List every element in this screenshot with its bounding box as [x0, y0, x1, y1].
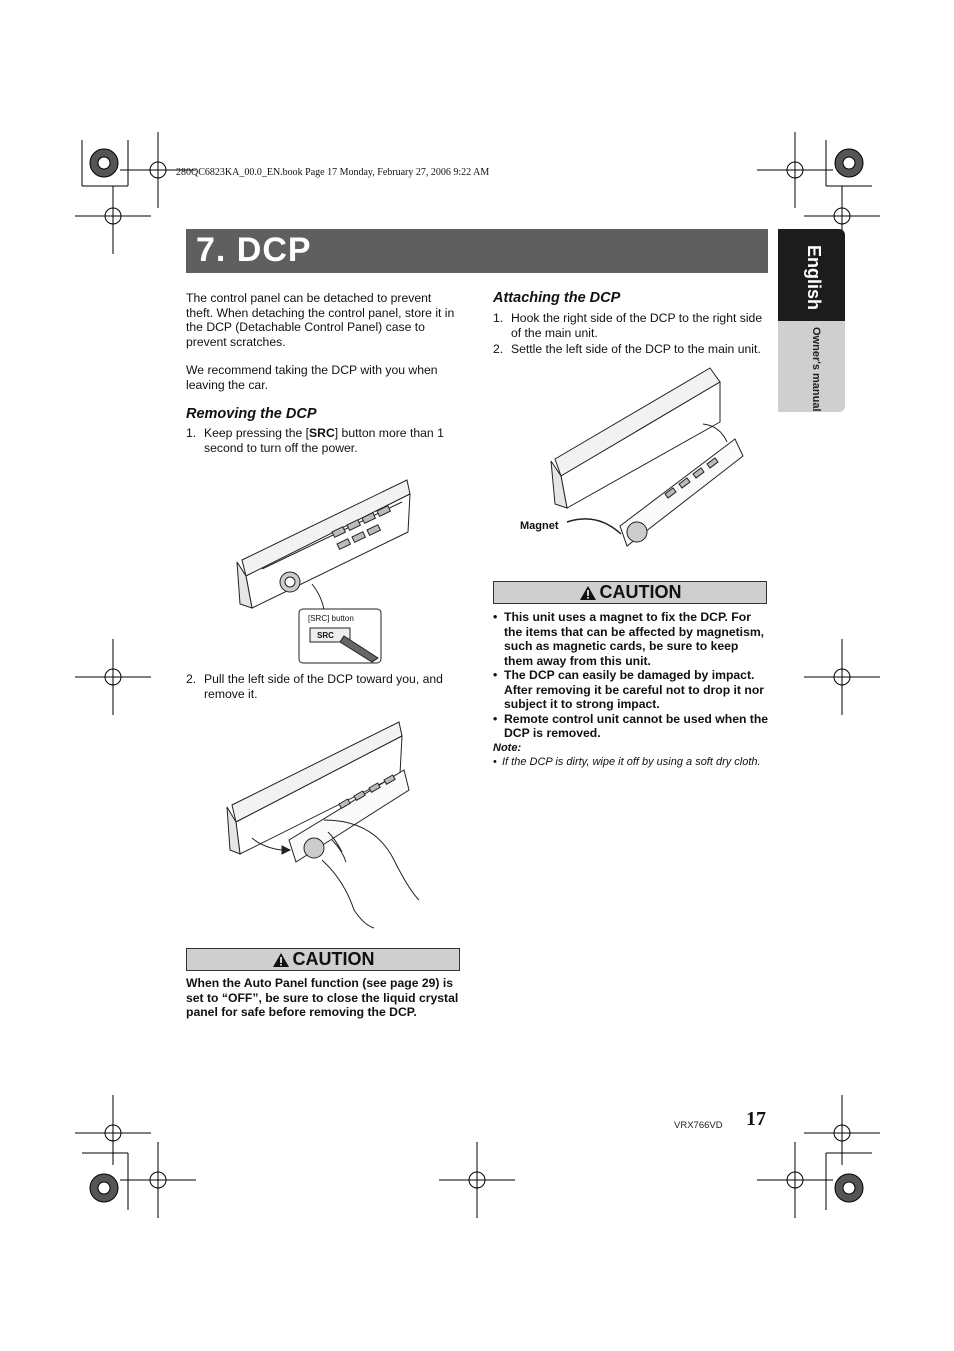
step-number: 1. [493, 311, 504, 325]
intro-paragraph-1: The control panel can be detached to prevent theft. When detaching the control panel, store it in the DCP (Detachable Control Panel) case to prevent scratches. [186, 291, 455, 349]
page-title: 7. DCP [196, 231, 312, 269]
step-text: ] button more than 1 second to turn off the power. [204, 426, 444, 455]
removing-step-1 [186, 426, 461, 455]
list-item: • The DCP can easily be damaged by impact. After removing it be careful not to drop it nor subject it to strong impact. [493, 668, 769, 712]
caution-box-right [493, 581, 767, 604]
manual-tab [778, 321, 845, 412]
caution-text-left: When the Auto Panel function (see page 29) is set to “OFF”, be sure to close the liquid crystal panel for safe before removing the DCP. [186, 976, 459, 1019]
removing-heading: Removing the DCP [186, 406, 317, 422]
removing-step-2 [186, 672, 461, 701]
step-text: Hook the right side of the DCP to the right side of the main unit. [511, 311, 763, 340]
section-title-bar [186, 229, 768, 273]
src-key-label: SRC [317, 631, 334, 640]
attaching-heading: Attaching the DCP [493, 290, 621, 306]
src-callout-label: [SRC] button [308, 614, 354, 623]
list-item: • Remote control unit cannot be used when the DCP is removed. [493, 712, 769, 741]
attaching-steps [493, 311, 769, 357]
attach-dcp-illustration [515, 364, 750, 560]
model-number: VRX766VD [674, 1120, 723, 1131]
magnet-label: Magnet [520, 520, 559, 532]
step-number: 2. [493, 342, 504, 356]
intro-paragraph-2: We recommend taking the DCP with you when leaving the car. [186, 363, 438, 392]
note-text: • If the DCP is dirty, wipe it off by using a soft dry cloth. [493, 756, 761, 768]
step-number: 2. [186, 672, 197, 686]
file-info: 280QC6823KA_00.0_EN.book Page 17 Monday, February 27, 2006 9:22 AM [176, 167, 490, 178]
remove-dcp-illustration [224, 710, 420, 930]
page-number: 17 [746, 1108, 766, 1130]
src-button-illustration [232, 472, 412, 664]
list-item [493, 311, 769, 340]
warning-icon [579, 585, 597, 601]
list-item [186, 426, 461, 455]
list-item [493, 342, 769, 357]
step-text: Keep pressing the [ [204, 426, 310, 440]
warning-icon [272, 952, 290, 968]
step-text: Pull the left side of the DCP toward you, and remove it. [204, 672, 443, 701]
caution-label: CAUTION [292, 949, 375, 969]
manual-label: Owner's manual [810, 327, 822, 412]
caution-box-left [186, 948, 460, 971]
note-label: Note: [493, 742, 522, 754]
language-tab [778, 229, 845, 321]
step-text: Settle the left side of the DCP to the main unit. [511, 342, 761, 356]
language-label: English [804, 245, 824, 311]
list-item [186, 672, 461, 701]
step-number: 1. [186, 426, 197, 440]
src-key-text: SRC [309, 426, 335, 440]
note-body: If the DCP is dirty, wipe it off by using a soft dry cloth. [502, 756, 761, 768]
caution-bullets-right [493, 610, 769, 741]
list-item: • This unit uses a magnet to fix the DCP. For the items that can be affected by magnetism, such as magnetic cards, be sure to keep them away from this unit. [493, 610, 769, 668]
caution-label: CAUTION [599, 582, 682, 602]
